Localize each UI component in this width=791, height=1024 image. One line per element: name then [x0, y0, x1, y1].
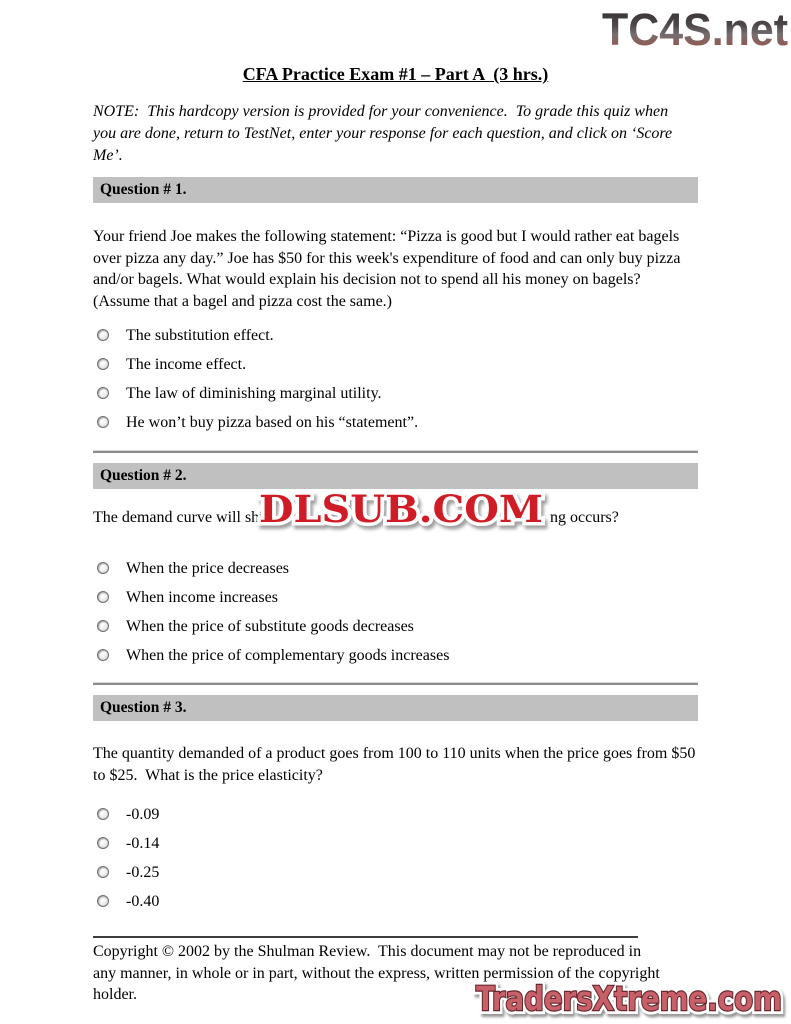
tradersxtreme-logo-text: TradersXtreme.com: [476, 979, 782, 1018]
question-3-header: Question # 3.: [93, 695, 698, 721]
radio-button-icon[interactable]: [97, 387, 109, 399]
option-row: [93, 560, 698, 577]
tradersxtreme-logo: [468, 976, 790, 1024]
radio-button-icon[interactable]: [97, 866, 109, 878]
option-label: He won’t buy pizza based on his “statement”.: [126, 414, 419, 431]
option-label: -0.25: [126, 864, 160, 881]
question-2-text-end: ng occurs?: [550, 509, 619, 526]
dlsub-watermark: [251, 482, 551, 538]
section-divider: [93, 450, 698, 453]
question-1-header: Question # 1.: [93, 177, 698, 203]
option-label: -0.09: [126, 806, 160, 823]
radio-button-icon[interactable]: [97, 358, 109, 370]
note-paragraph: NOTE: This hardcopy version is provided for your convenience. To grade this quiz when you are done, return to TestNet, enter your response for each question, and click on ‘Score Me’.: [93, 103, 677, 164]
question-2-header: Question # 2.: [93, 463, 698, 489]
question-1-text: Your friend Joe makes the following statement: “Pizza is good but I would rather eat bagels over pizza any day.” Joe has $50 for this week's expenditure of food and can only buy pizza and/or bagels. What would explain his decision not to spend all his money on bagels? (Assume that a bagel and pizza cost the same.): [93, 228, 685, 310]
option-label: -0.14: [126, 835, 160, 852]
option-row: [93, 327, 698, 344]
copyright-text: Copyright © 2002 by the Shulman Review. This document may not be reproduced in any manner, in whole or in part, without the express, written permission of the copyright holder.: [93, 943, 664, 1003]
option-row: [93, 647, 698, 664]
option-row: [93, 893, 698, 910]
option-row: [93, 864, 698, 881]
section-divider: [93, 682, 698, 685]
option-row: [93, 414, 698, 431]
radio-button-icon[interactable]: [97, 808, 109, 820]
radio-button-icon[interactable]: [97, 837, 109, 849]
footer-divider: [93, 936, 638, 938]
option-row: [93, 385, 698, 402]
option-label: The law of diminishing marginal utility.: [126, 385, 382, 402]
tradersxtreme-logo-underlay: TradersXtreme.com: [476, 979, 782, 1018]
dlsub-watermark-text: DLSUB.COM: [259, 487, 543, 531]
radio-button-icon[interactable]: [97, 591, 109, 603]
option-row: [93, 618, 698, 635]
option-label: The substitution effect.: [126, 327, 274, 344]
question-3-options: [93, 806, 698, 922]
option-row: [93, 356, 698, 373]
option-label: When the price of complementary goods increases: [126, 647, 450, 664]
option-label: The income effect.: [126, 356, 247, 373]
radio-button-icon[interactable]: [97, 562, 109, 574]
option-label: When the price decreases: [126, 560, 290, 577]
option-row: [93, 835, 698, 852]
page-title: CFA Practice Exam #1 – Part A (3 hrs.): [242, 64, 549, 84]
option-label: When income increases: [126, 589, 278, 606]
radio-button-icon[interactable]: [97, 649, 109, 661]
tc4s-logo-text: TC4S.net: [602, 4, 789, 55]
option-label: When the price of substitute goods decreases: [126, 618, 414, 635]
question-3-text: The quantity demanded of a product goes from 100 to 110 units when the price goes from $50 to $25. What is the price elasticity?: [93, 745, 700, 784]
option-row: [93, 589, 698, 606]
radio-button-icon[interactable]: [97, 416, 109, 428]
tc4s-logo: [596, 4, 791, 56]
option-label: -0.40: [126, 893, 160, 910]
radio-button-icon[interactable]: [97, 895, 109, 907]
question-2-options: [93, 560, 698, 676]
radio-button-icon[interactable]: [97, 620, 109, 632]
question-1-options: [93, 327, 698, 443]
radio-button-icon[interactable]: [97, 329, 109, 341]
question-2-text-start: The demand curve will shi: [93, 509, 264, 526]
option-row: [93, 806, 698, 823]
